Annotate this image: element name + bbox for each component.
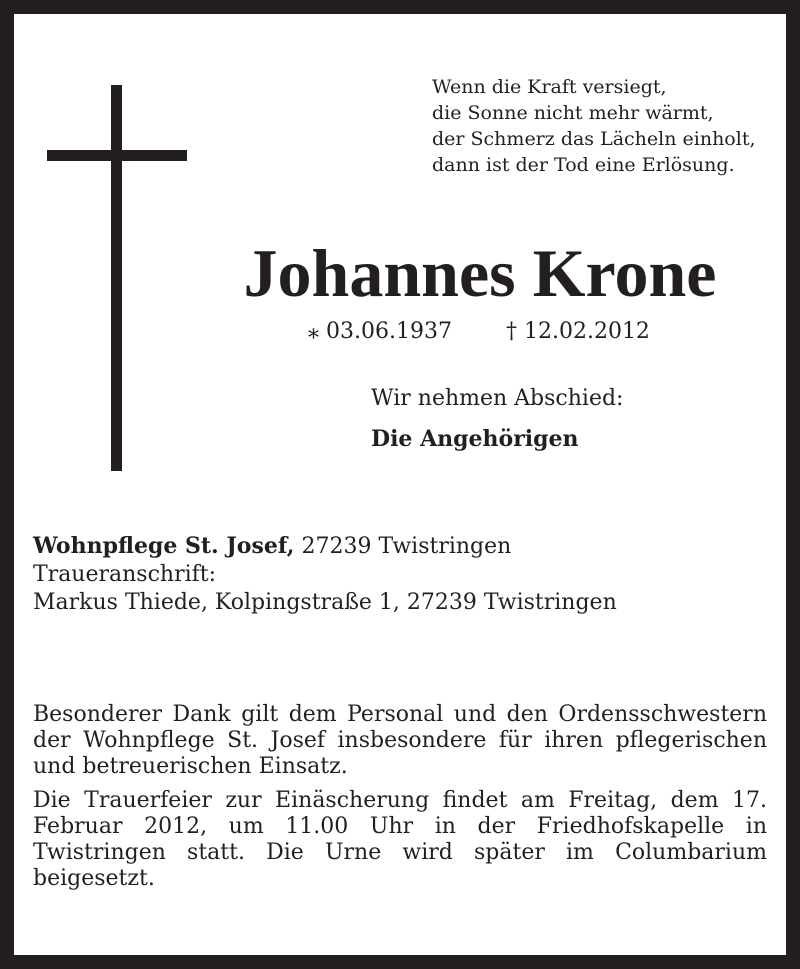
cross-icon-horizontal [47,150,187,161]
thanks-paragraph: Besonderer Dank gilt dem Personal und den Ordensschwestern der Wohnpflege St. Josef insbesondere für ihren pflegerischen und betreuerischen Einsatz. [33,702,767,779]
birth-icon: ⁎ [308,319,319,344]
notice-body [33,702,767,900]
death-date: 12.02.2012 [523,319,650,344]
institution-location: 27239 Twistringen [301,534,512,559]
poem-line: Wenn die Kraft versiegt, [432,76,667,98]
institution-name: Wohnpflege St. Josef, [33,533,295,559]
institution-line [33,532,617,561]
birth-date: 03.06.1937 [326,319,452,344]
poem [432,74,782,178]
farewell-text: Wir nehmen Abschied: [371,386,624,411]
cross-icon-vertical [111,85,122,471]
condolence-address: Markus Thiede, Kolpingstraße 1, 27239 Twistringen [33,590,617,615]
death-icon: † [505,319,517,344]
deceased-name: Johannes Krone [243,235,717,311]
family-signature: Die Angehörigen [371,426,579,452]
poem-line: die Sonne nicht mehr wärmt, [432,102,714,124]
address-block [33,532,617,617]
condolence-address-label: Traueranschrift: [33,562,217,587]
ceremony-paragraph: Die Trauerfeier zur Einäscherung findet am Freitag, dem 17. Februar 2012, um 11.00 Uhr in der Friedhofskapelle in Twistringen statt. Die Urne wird später im Columbarium beigesetzt. [33,788,767,891]
life-dates [308,317,650,347]
poem-line: der Schmerz das Lächeln einholt, [432,128,756,150]
poem-line: dann ist der Tod eine Erlösung. [432,154,735,176]
